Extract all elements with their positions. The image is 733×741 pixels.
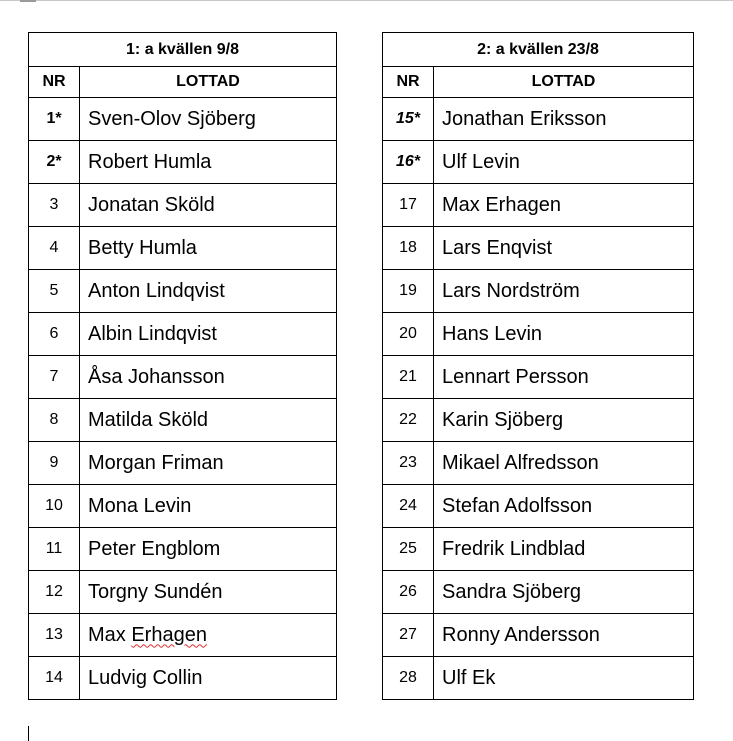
table-row — [383, 399, 694, 442]
cell-name: Morgan Friman — [80, 442, 337, 485]
cell-nr: 24 — [383, 485, 434, 528]
cell-nr: 19 — [383, 270, 434, 313]
cell-nr: 25 — [383, 528, 434, 571]
spellcheck-flagged-word[interactable]: Erhagen — [131, 623, 207, 646]
cell-name: Jonathan Eriksson — [434, 98, 694, 141]
cell-nr: 7 — [29, 356, 80, 399]
cell-nr: 9 — [29, 442, 80, 485]
cell-nr: 15* — [383, 98, 434, 141]
cell-nr: 16* — [383, 141, 434, 184]
cell-name: Karin Sjöberg — [434, 399, 694, 442]
cell-name: Åsa Johansson — [80, 356, 337, 399]
cell-nr: 20 — [383, 313, 434, 356]
table-row — [383, 614, 694, 657]
column-header-nr: NR — [29, 67, 80, 98]
table-row — [29, 571, 337, 614]
draw-table-evening-2 — [382, 32, 694, 700]
cell-name: Torgny Sundén — [80, 571, 337, 614]
cell-name: Matilda Sköld — [80, 399, 337, 442]
table-row — [29, 399, 337, 442]
table-row — [29, 141, 337, 184]
cell-nr: 3 — [29, 184, 80, 227]
cell-name: Hans Levin — [434, 313, 694, 356]
cell-name: Sven-Olov Sjöberg — [80, 98, 337, 141]
cell-nr: 11 — [29, 528, 80, 571]
cell-name: Stefan Adolfsson — [434, 485, 694, 528]
cell-nr: 26 — [383, 571, 434, 614]
cell-name: Max Erhagen — [434, 184, 694, 227]
table-row — [383, 442, 694, 485]
table-row — [383, 313, 694, 356]
table-title-row — [29, 33, 337, 67]
table-row — [383, 141, 694, 184]
table-row — [383, 356, 694, 399]
table-row — [383, 227, 694, 270]
cell-nr: 21 — [383, 356, 434, 399]
cell-nr: 8 — [29, 399, 80, 442]
table-title: 1: a kvällen 9/8 — [29, 33, 337, 67]
table-row — [383, 657, 694, 700]
cell-name: Albin Lindqvist — [80, 313, 337, 356]
cell-nr: 6 — [29, 313, 80, 356]
page-top-border — [0, 0, 733, 1]
table-header-row — [29, 67, 337, 98]
cell-nr: 4 — [29, 227, 80, 270]
ruler-mark — [20, 0, 36, 2]
table-row — [29, 270, 337, 313]
name-first: Max — [88, 623, 132, 646]
table-row — [29, 657, 337, 700]
cell-nr: 1* — [29, 98, 80, 141]
cell-name: Ulf Ek — [434, 657, 694, 700]
table-row — [29, 485, 337, 528]
table-row — [383, 528, 694, 571]
cell-name: Fredrik Lindblad — [434, 528, 694, 571]
cell-name: Ludvig Collin — [80, 657, 337, 700]
table-row — [29, 227, 337, 270]
table-row — [29, 528, 337, 571]
table-row — [29, 184, 337, 227]
cell-name: Ulf Levin — [434, 141, 694, 184]
table-row — [29, 313, 337, 356]
table-row — [383, 485, 694, 528]
column-header-lottad: LOTTAD — [434, 67, 694, 98]
column-header-nr: NR — [383, 67, 434, 98]
cell-name: Mikael Alfredsson — [434, 442, 694, 485]
cell-name: Lars Enqvist — [434, 227, 694, 270]
cell-nr: 12 — [29, 571, 80, 614]
cell-name: Anton Lindqvist — [80, 270, 337, 313]
cell-nr: 5 — [29, 270, 80, 313]
cell-nr: 10 — [29, 485, 80, 528]
cell-name: Betty Humla — [80, 227, 337, 270]
table-title: 2: a kvällen 23/8 — [383, 33, 694, 67]
table-row — [29, 98, 337, 141]
cell-nr: 14 — [29, 657, 80, 700]
cell-name: Lars Nordström — [434, 270, 694, 313]
table-title-row — [383, 33, 694, 67]
cell-name: Ronny Andersson — [434, 614, 694, 657]
cell-name: Lennart Persson — [434, 356, 694, 399]
table-row — [383, 270, 694, 313]
cell-nr: 28 — [383, 657, 434, 700]
text-cursor[interactable] — [28, 726, 29, 741]
cell-name: Robert Humla — [80, 141, 337, 184]
cell-name: Jonatan Sköld — [80, 184, 337, 227]
cell-nr: 23 — [383, 442, 434, 485]
table-row — [29, 442, 337, 485]
table-header-row — [383, 67, 694, 98]
cell-nr: 18 — [383, 227, 434, 270]
cell-nr: 22 — [383, 399, 434, 442]
cell-name: Sandra Sjöberg — [434, 571, 694, 614]
column-header-lottad: LOTTAD — [80, 67, 337, 98]
cell-name — [80, 614, 337, 657]
table-row — [29, 614, 337, 657]
draw-table-evening-1 — [28, 32, 337, 700]
cell-nr: 17 — [383, 184, 434, 227]
table-row — [383, 184, 694, 227]
table-row — [383, 571, 694, 614]
cell-nr: 13 — [29, 614, 80, 657]
table-row — [383, 98, 694, 141]
table-row — [29, 356, 337, 399]
cell-nr: 27 — [383, 614, 434, 657]
cell-nr: 2* — [29, 141, 80, 184]
cell-name: Peter Engblom — [80, 528, 337, 571]
cell-name: Mona Levin — [80, 485, 337, 528]
